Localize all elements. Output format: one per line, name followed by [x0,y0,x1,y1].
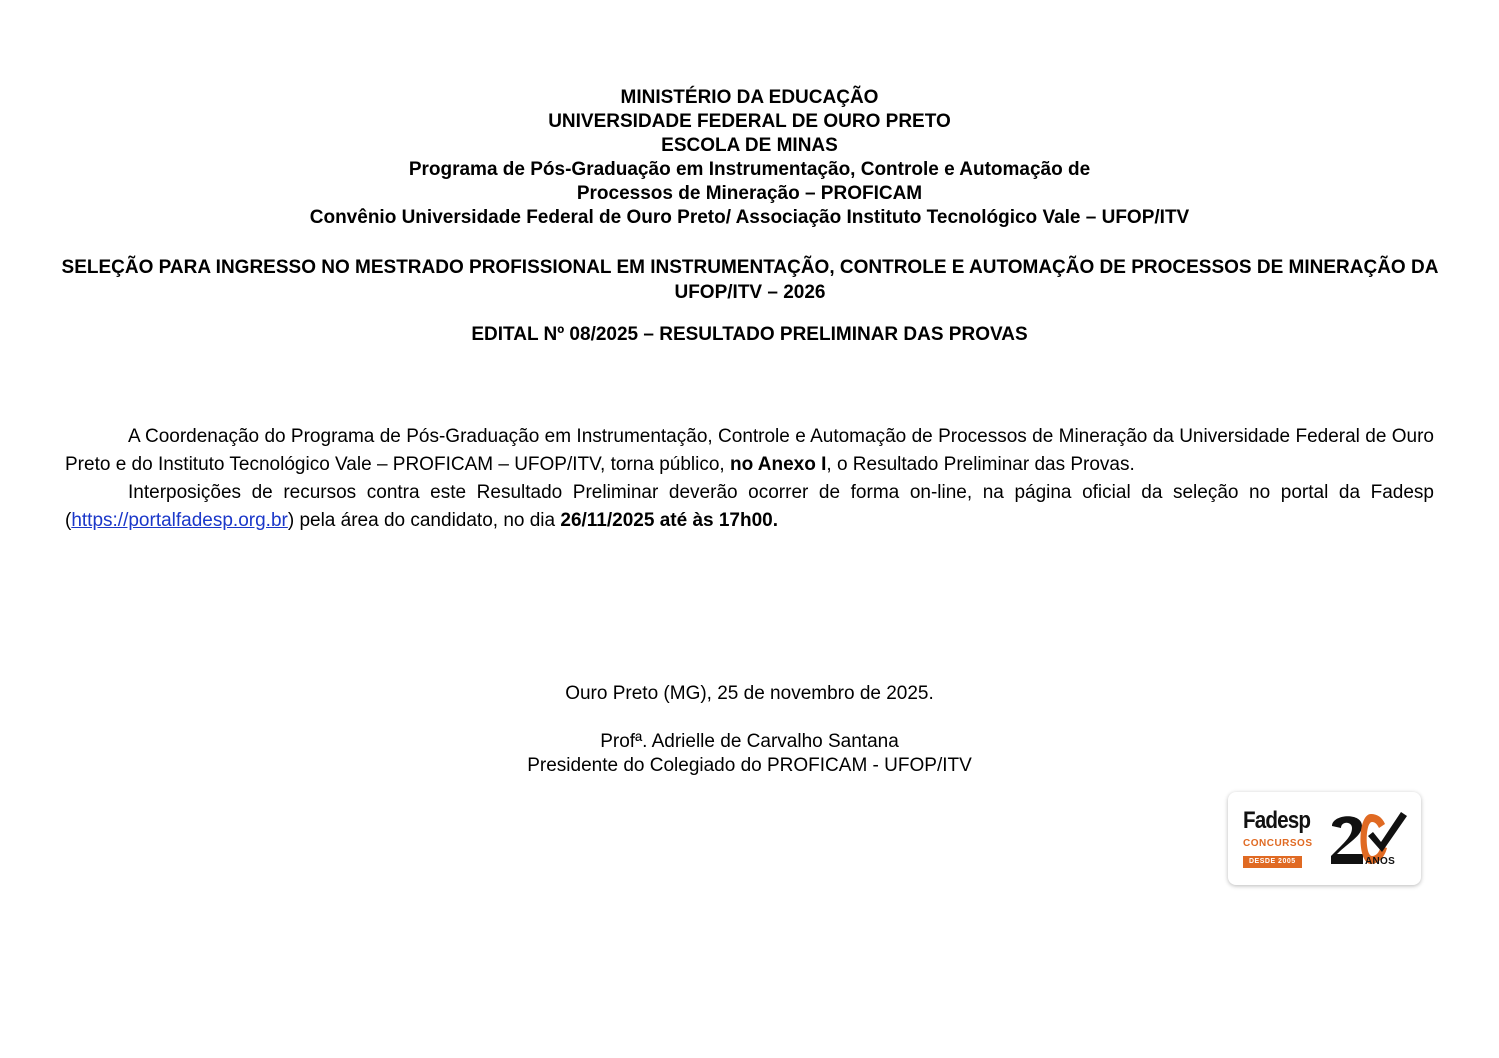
fadesp-concursos: CONCURSOS [1243,838,1313,849]
edital-title: EDITAL Nº 08/2025 – RESULTADO PRELIMINAR DAS PROVAS [471,324,1028,345]
paragraph-announcement-end: , o Resultado Preliminar das Provas. [826,454,1135,475]
fadesp-brand: Fadesp [1243,807,1311,834]
paragraph-announcement [65,423,1434,479]
paragraph-appeals-middle: ) pela área do candidato, no dia [287,510,561,531]
signatory-name: Profª. Adrielle de Carvalho Santana [600,731,899,752]
document-body [65,423,1434,535]
header-program-line2: Processos de Mineração – PROFICAM [576,183,923,204]
header-program-line1: Programa de Pós-Graduação em Instrumentação, Controle e Automação de [408,159,1091,180]
fadesp-logo-text [1243,808,1321,868]
place-date: Ouro Preto (MG), 25 de novembro de 2025. [565,683,934,704]
header-university: UNIVERSIDADE FEDERAL DE OURO PRETO [548,111,951,132]
paragraph-appeals-start: Interposições de recursos contra este Resultado Preliminar deverão ocorrer de forma on-line, na página oficial da seleção no portal da Fadesp ( [65,482,1434,531]
document-header [0,86,1499,230]
fadesp-logo [1228,792,1421,885]
paragraph-appeals [65,479,1434,535]
header-agreement: Convênio Universidade Federal de Ouro Preto/ Associação Instituto Tecnológico Vale – UFOP/ITV [309,207,1190,228]
twenty-years-label: ANOS [1365,856,1396,867]
paragraph-announcement-start: A Coordenação do Programa de Pós-Graduação em Instrumentação, Controle e Automação de Processos de Mineração da Universidade Federal de Ouro Preto e do Instituto Tecnológico Vale – PROFICAM – UFOP/ITV, torna público, [65,426,1434,475]
selection-title: SELEÇÃO PARA INGRESSO NO MESTRADO PROFISSIONAL EM INSTRUMENTAÇÃO, CONTROLE E AUTOMAÇÃO DE PROCESSOS DE MINERAÇÃO DA UFOP/ITV – 2026 [61,257,1439,303]
twenty-years-emblem [1329,806,1409,872]
portal-link[interactable]: https://portalfadesp.org.br [71,510,288,531]
fadesp-since-badge: DESDE 2005 [1243,856,1302,868]
header-ministry: MINISTÉRIO DA EDUCAÇÃO [620,87,879,108]
signatory-role: Presidente do Colegiado do PROFICAM - UFOP/ITV [527,755,972,776]
header-school: ESCOLA DE MINAS [661,135,838,156]
appeal-deadline: 26/11/2025 até às 17h00. [560,510,779,531]
signature-block [0,682,1499,778]
annex-reference: no Anexo I [729,454,827,475]
